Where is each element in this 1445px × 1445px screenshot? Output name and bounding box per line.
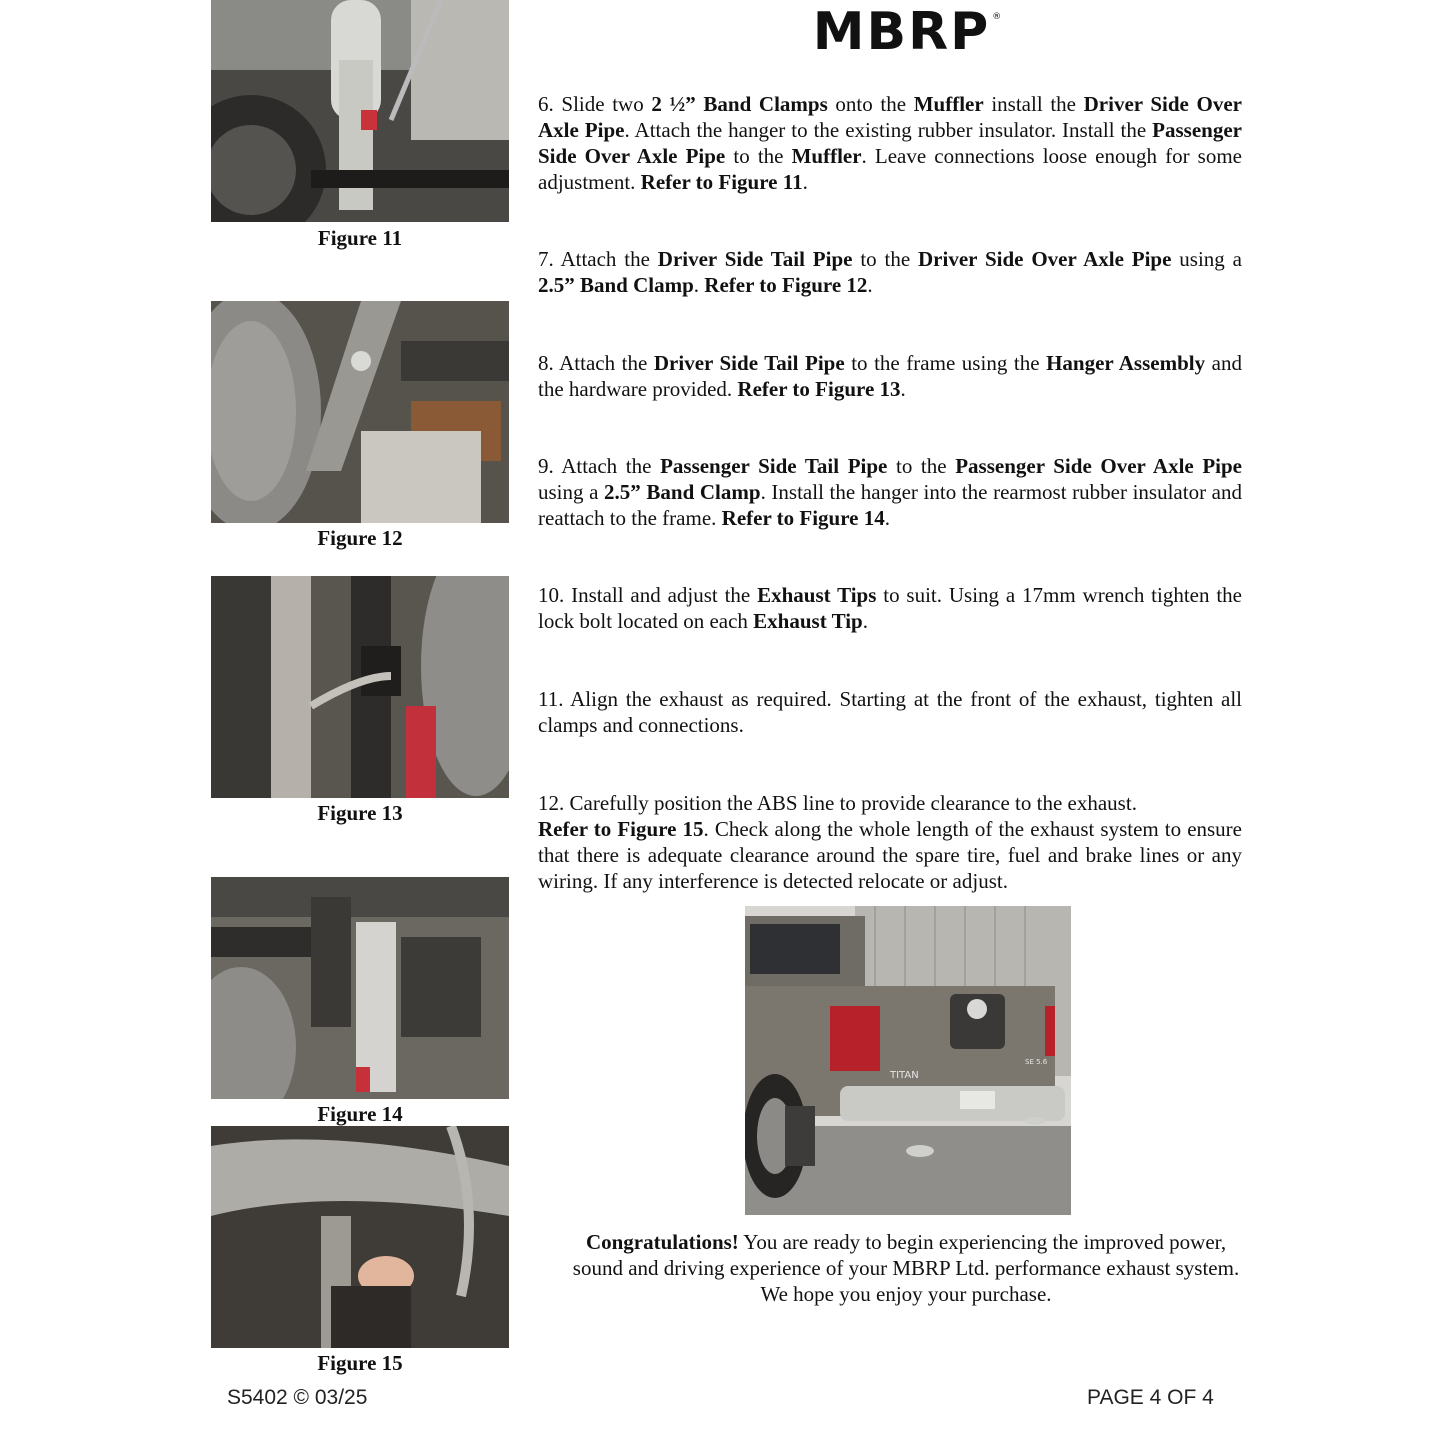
step-9-text: .	[884, 506, 890, 530]
step-9-bold: Passenger Side Over Axle Pipe	[955, 454, 1243, 478]
step-7	[538, 246, 1242, 298]
truck-badge: TITAN	[890, 1070, 919, 1081]
step-7-text: to the	[852, 247, 919, 271]
congrats-bold: Congratulations!	[585, 1230, 739, 1254]
congrats-line-3: We hope you enjoy your purchase.	[760, 1282, 1052, 1306]
truck-image	[745, 906, 1071, 1215]
logo-text: MBRP	[812, 2, 991, 62]
step-6-bold: Passenger Side Over Axle Pipe	[538, 118, 1242, 168]
figure-15-photo	[211, 1126, 509, 1348]
step-7-bold: Driver Side Tail Pipe	[657, 247, 853, 271]
step-10	[538, 582, 1242, 634]
step-8-bold: Hanger Assembly	[1046, 351, 1206, 375]
step-7-bold: 2.5” Band Clamp	[538, 273, 694, 297]
document-code: S5402 © 03/25	[227, 1386, 368, 1409]
truck-photo	[745, 906, 1071, 1215]
step-12-text: 12. Carefully position the ABS line to provide clearance to the exhaust.	[538, 791, 1137, 815]
figure-12-caption: Figure 12	[317, 526, 403, 550]
step-7-text: using a	[1171, 247, 1242, 271]
step-6-bold: Muffler	[791, 144, 862, 168]
step-6-text: install the	[983, 92, 1084, 116]
figure-13-photo	[211, 576, 509, 798]
step-10-bold: Exhaust Tips	[757, 583, 877, 607]
step-6-bold: Refer to Figure 11	[640, 170, 803, 194]
step-9-text: using a	[538, 480, 605, 504]
step-6-bold: Muffler	[913, 92, 984, 116]
step-10-text: to suit. Using a 17mm wrench tighten the lock bolt located on each	[538, 583, 1242, 633]
step-9-bold: 2.5” Band Clamp	[604, 480, 761, 504]
step-11-text: 11. Align the exhaust as required. Starting at the front of the exhaust, tighten all clamps and connections.	[538, 687, 1242, 737]
step-8	[538, 350, 1242, 402]
step-7-text: .	[867, 273, 873, 297]
step-7-bold: Driver Side Over Axle Pipe	[918, 247, 1172, 271]
step-12-bold: Refer to Figure 15	[538, 817, 704, 841]
step-8-text: to the frame using the	[844, 351, 1047, 375]
figure-13-caption: Figure 13	[317, 801, 403, 825]
step-7-text: .	[693, 273, 705, 297]
step-12	[538, 790, 1242, 894]
step-8-bold: Driver Side Tail Pipe	[653, 351, 845, 375]
figure-11-photo	[211, 0, 509, 222]
congrats-line-2: sound and driving experience of your MBRP Ltd. performance exhaust system.	[572, 1256, 1240, 1280]
step-7-text: 7. Attach the	[538, 247, 658, 271]
step-9	[538, 453, 1242, 531]
step-6-text: . Leave connections loose enough for some adjustment.	[538, 144, 1242, 194]
step-6-bold: Driver Side Over Axle Pipe	[538, 92, 1242, 142]
step-6-text: onto the	[827, 92, 914, 116]
step-9-text: . Install the hanger into the rearmost rubber insulator and reattach to the frame.	[538, 480, 1242, 530]
page-number: PAGE 4 OF 4	[1087, 1386, 1214, 1409]
truck-sub-badge: SE 5.6	[1025, 1058, 1048, 1066]
figure-14-caption: Figure 14	[317, 1102, 403, 1126]
step-6-text: . Attach the hanger to the existing rubber insulator. Install the	[624, 118, 1153, 142]
step-7-bold: Refer to Figure 12	[704, 273, 868, 297]
figure-12-photo	[211, 301, 509, 523]
step-10-text: .	[862, 609, 868, 633]
step-9-bold: Refer to Figure 14	[721, 506, 885, 530]
mbrp-logo	[780, 4, 1036, 60]
figure-12-image	[211, 301, 509, 523]
congratulations-message	[540, 1229, 1272, 1307]
step-6	[538, 91, 1242, 195]
step-8-text: and the hardware provided.	[538, 351, 1242, 401]
step-6-text: .	[802, 170, 808, 194]
figure-15-caption: Figure 15	[317, 1351, 403, 1375]
congrats-line-1: You are ready to begin experiencing the improved power,	[738, 1230, 1227, 1254]
figure-14-image	[211, 877, 509, 1099]
step-8-text: 8. Attach the	[538, 351, 654, 375]
figure-11-image	[211, 0, 509, 222]
figure-15-image	[211, 1126, 509, 1348]
figure-14-photo	[211, 877, 509, 1099]
step-6-text: to the	[725, 144, 792, 168]
step-8-bold: Refer to Figure 13	[737, 377, 901, 401]
step-10-bold: Exhaust Tip	[753, 609, 863, 633]
step-6-text: 6. Slide two	[538, 92, 652, 116]
step-6-bold: 2 ½” Band Clamps	[651, 92, 828, 116]
step-11	[538, 686, 1242, 738]
step-9-text: 9. Attach the	[538, 454, 661, 478]
figure-13-image	[211, 576, 509, 798]
step-9-bold: Passenger Side Tail Pipe	[660, 454, 888, 478]
step-9-text: to the	[887, 454, 956, 478]
figure-11-caption: Figure 11	[317, 226, 403, 250]
step-8-text: .	[900, 377, 906, 401]
registered-mark: ®	[992, 12, 1004, 22]
step-12-text: . Check along the whole length of the exhaust system to ensure that there is adequate clearance around the spare tire, fuel and brake lines or any wiring. If any interference is detected relocate or adjust.	[538, 817, 1242, 893]
step-10-text: 10. Install and adjust the	[538, 583, 758, 607]
